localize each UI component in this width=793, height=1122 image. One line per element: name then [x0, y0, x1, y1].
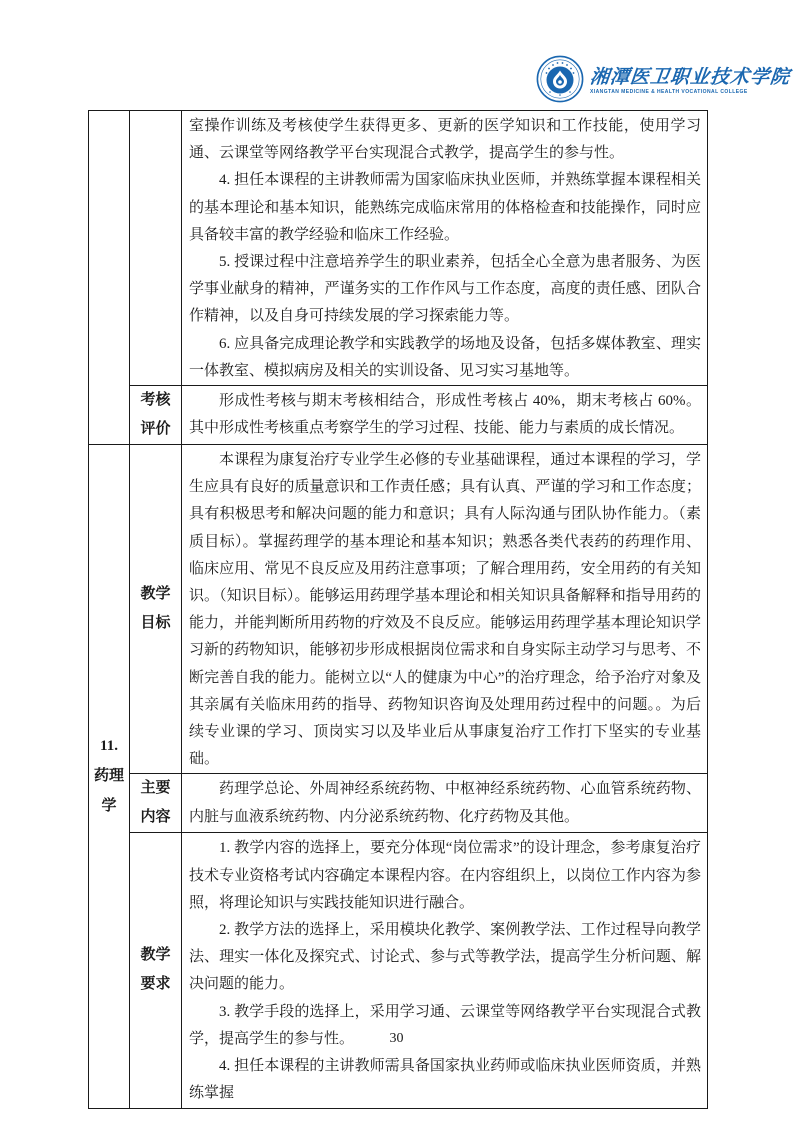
paragraph: 本课程为康复治疗专业学生必修的专业基础课程，通过本课程的学习，学生应具有良好的质量意识和工作责任感；具有认真、严谨的学习和工作态度；具有积极思考和解决问题的能力和意识；具有人际沟通与团队协作能力。（素质目标）。掌握药理学的基本理论和基本知识；熟悉各类代表药的药理作用、临床应用、常见不良反应及用药注意事项；了解合理用药，安全用药的有关知识。（知识目标）。能够运用药理学基本理论和相关知识具备解释和指导用药的能力，并能判断所用药物的疗效及不良反应。能够运用药理学基本理论知识学习新的药物知识，能够初步形成根据岗位需求和自身实际主动学习与思考、不断完善自我的能力。能树立以“人的健康为中心”的治疗理念，给予治疗对象及其亲属有关临床用药的指导、药物知识咨询及处理用药过程中的问题。。为后续专业课的学习、顶岗实习以及毕业后从事康复治疗工作打下坚实的专业基础。 [189, 452, 701, 768]
college-logo [536, 55, 790, 108]
college-name-en: XIANGTAN MEDICINE & HEALTH VOCATIONAL COLLEGE [590, 89, 748, 95]
teaching-requirements-cell [182, 833, 708, 1108]
course-name-line: 学 [101, 798, 117, 815]
label-line: 评价 [140, 421, 171, 438]
label-line: 要求 [140, 976, 171, 993]
row-label-main-content [130, 774, 182, 833]
course-name-line: 药理 [93, 768, 124, 785]
paragraph: 5. 授课过程中注意培养学生的职业素养，包括全心全意为患者服务、为医学事业献身的精神，严谨务实的工作作风与工作态度，高度的责任感、团队合作精神，以及自身可持续发展的学习探索能力等。 [189, 254, 701, 325]
row-label-objectives [130, 445, 182, 774]
course-id-cell-empty [89, 111, 130, 445]
label-line: 教学 [140, 586, 171, 603]
assessment-content-cell [182, 386, 708, 445]
row-label-assessment [130, 386, 182, 445]
college-seal-icon [536, 55, 584, 108]
label-line: 考核 [140, 392, 171, 409]
paragraph: 形成性考核与期末考核相结合，形成性考核占 40%，期末考核占 60%。其中形成性考核重点考察学生的学习过程、技能、能力与素质的成长情况。 [189, 393, 701, 437]
paragraph: 4. 担任本课程的主讲教师需具备国家执业药师或临床执业医师资质，并熟练掌握 [189, 1058, 701, 1102]
course-syllabus-table [88, 110, 708, 1109]
paragraph: 3. 教学手段的选择上，采用学习通、云课堂等网络教学平台实现混合式教学，提高学生的参与性。 [189, 1003, 701, 1047]
main-content-cell [182, 774, 708, 833]
paragraph: 6. 应具备完成理论教学和实践教学的场地及设备，包括多媒体教室、理实一体教室、模拟病房及相关的实训设备、见习实习基地等。 [189, 335, 701, 379]
row-label-teaching-requirements [130, 833, 182, 1108]
course-number: 11. [100, 738, 118, 755]
label-line: 内容 [140, 809, 171, 826]
label-line: 教学 [140, 947, 171, 964]
teaching-requirements-continued-cell [182, 111, 708, 386]
course-id-pharmacology [89, 445, 130, 1108]
objectives-content-cell [182, 445, 708, 774]
paragraph: 2. 教学方法的选择上，采用模块化教学、案例教学法、工作过程导向教学法、理实一体化及探究式、讨论式、参与式等教学法，提高学生分析问题、解决问题的能力。 [189, 922, 701, 993]
label-line: 主要 [140, 780, 171, 797]
page-number: 30 [389, 1031, 404, 1046]
paragraph: 1. 教学内容的选择上，要充分体现“岗位需求”的设计理念，参考康复治疗技术专业资格考试内容确定本课程内容。在内容组织上，以岗位工作内容为参照，将理论知识与实践技能知识进行融合。 [189, 840, 701, 911]
row-label-cell-empty [130, 111, 182, 386]
paragraph: 室操作训练及考核使学生获得更多、更新的医学知识和工作技能，使用学习通、云课堂等网络教学平台实现混合式教学，提高学生的参与性。 [189, 118, 701, 162]
paragraph: 药理学总论、外周神经系统药物、中枢神经系统药物、心血管系统药物、内脏与血液系统药物、内分泌系统药物、化疗药物及其他。 [189, 781, 701, 825]
paragraph: 4. 担任本课程的主讲教师需为国家临床执业医师，并熟练掌握本课程相关的基本理论和基本知识，能熟练完成临床常用的体格检查和技能操作，同时应具备较丰富的教学经验和临床工作经验。 [189, 172, 701, 243]
label-line: 目标 [140, 615, 171, 632]
college-name-zh: 湘潭医卫职业技术学院 [588, 67, 792, 88]
